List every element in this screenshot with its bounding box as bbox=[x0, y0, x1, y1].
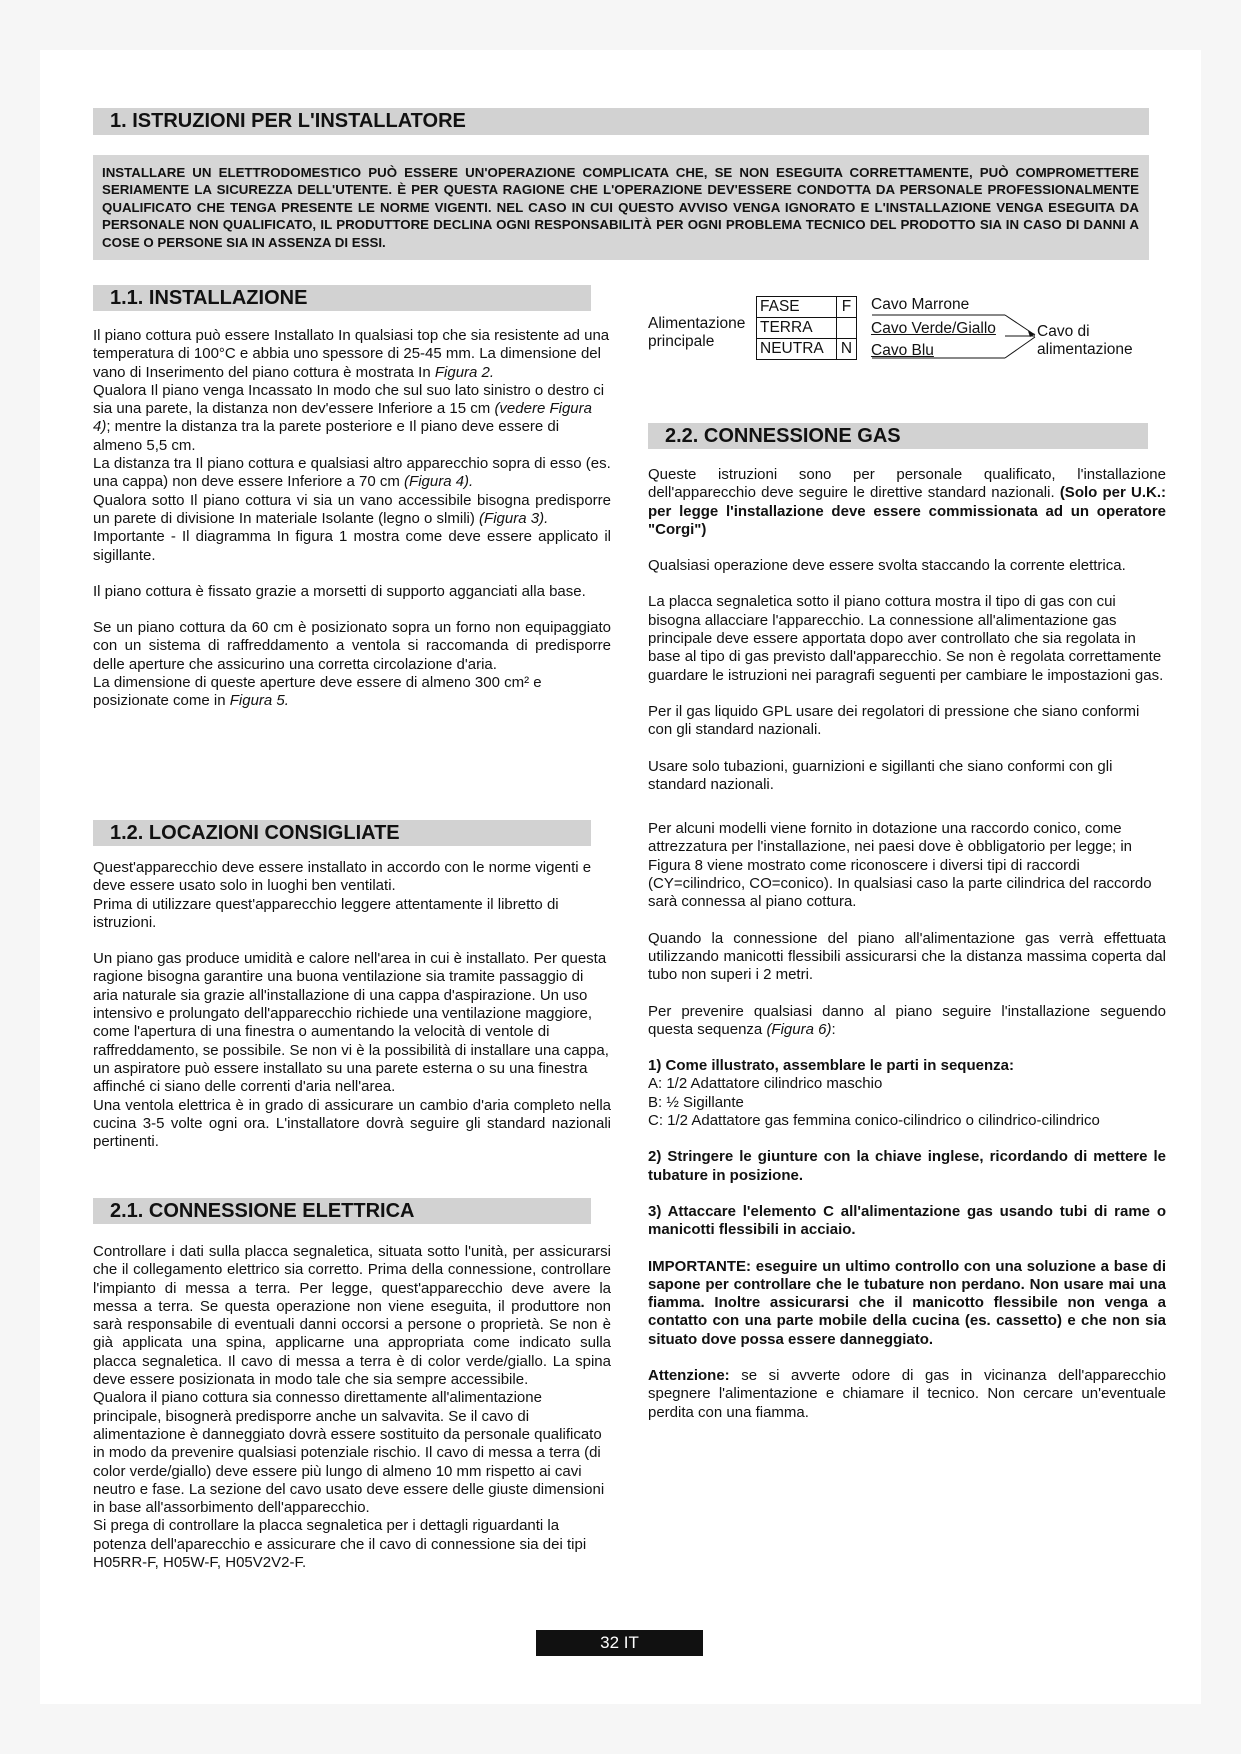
text: : bbox=[831, 1020, 836, 1038]
page-number: 32 IT bbox=[536, 1630, 703, 1656]
locazioni-section bbox=[93, 859, 611, 1151]
heading-gas: 2.2. CONNESSIONE GAS bbox=[648, 423, 1148, 449]
cable-green-label: Cavo Verde/Giallo bbox=[871, 320, 996, 337]
figure-ref: (Figura 6) bbox=[766, 1020, 832, 1038]
wiring-arrows bbox=[860, 304, 1040, 366]
text: Qualora Il piano venga Incassato In modo che sul suo lato sinistro o destro ci sia una parete, la distanza non dev'essere Inferiore a 15 cm bbox=[93, 381, 605, 418]
wire-code: N bbox=[837, 339, 857, 360]
text: Cavo di bbox=[1037, 323, 1090, 340]
text: Quando la connessione del piano all'alimentazione gas verrà effettuata utilizzando manicotti flessibili assicurarsi che la distanza massima coperta dal tubo non superi i 2 metri. bbox=[648, 929, 1166, 984]
text-bold: Attenzione: bbox=[648, 1366, 730, 1384]
text: La placca segnaletica sotto il piano cottura mostra il tipo di gas con cui bisogna allacciare l'apparecchio. La connessione all'alimentazione gas principale deve essere apportata dopo aver controllato che sia regolata in base al tipo di gas previsto dall'apparecchio. Se non è regolata correttamente guardare le istruzioni nei paragrafi seguenti per cambiare le impostazioni gas. bbox=[648, 593, 1164, 684]
figure-ref: (Figura 4). bbox=[404, 473, 474, 491]
table-row bbox=[757, 339, 857, 360]
text: A: 1/2 Adattatore cilindrico maschio bbox=[648, 1075, 883, 1093]
wiring-table bbox=[756, 296, 857, 360]
table-row bbox=[757, 297, 857, 318]
text-bold: IMPORTANTE: eseguire un ultimo controllo con una soluzione a base di sapone per controllare che le tubature non perdano. Non usare mai una fiamma. Inoltre assicurarsi che il manicotto flessibile non venga a contatto con una parte mobile della cucina (es. cassetto) e che non sia situato dove possa essere danneggiato. bbox=[648, 1257, 1166, 1348]
text: Alimentazione bbox=[648, 315, 746, 332]
text: C: 1/2 Adattatore gas femmina conico-cilindrico o cilindrico-cilindrico bbox=[648, 1112, 1100, 1130]
text: Per prevenire qualsiasi danno al piano seguire l'installazione seguendo questa sequenza bbox=[648, 1002, 1166, 1038]
heading-installazione: 1.1. INSTALLAZIONE bbox=[93, 285, 591, 311]
text: Per alcuni modelli viene fornito in dotazione una raccordo conico, come attrezzatura per l'installazione, nei paesi dove è obbligatorio per legge; in Figura 8 viene mostrato come riconoscere i diversi tipi di raccordi (CY=cilindrico, CO=conico). In qualsiasi caso la parte cilindrica del raccordo sarà connessa al piano cottura. bbox=[648, 820, 1152, 911]
installazione-section bbox=[93, 327, 611, 711]
text-bold: (Solo per U.K.: per legge l'installazione deve essere commissionata ad un operatore "Corgi") bbox=[648, 484, 1166, 538]
text: Queste istruzioni sono per personale qualificato, l'installazione dell'apparecchio deve seguire le direttive standard nazionali. bbox=[648, 466, 1166, 502]
warning-box: INSTALLARE UN ELETTRODOMESTICO PUÒ ESSERE UN'OPERAZIONE COMPLICATA CHE, SE NON ESEGUITA CORRETTAMENTE, PUÒ COMPROMETTERE SERIAMENTE LA SICUREZZA DELL'UTENTE. È PER QUESTA RAGIONE CHE L'OPERAZIONE DEV'ESSERE CONDOTTA DA PERSONALE PROFESSIONALMENTE QUALIFICATO CHE TENGA PRESENTE LE NORME VIGENTI. NEL CASO IN CUI QUESTO AVVISO VENGA IGNORATO E L'INSTALLAZIONE VENGA ESEGUITA DA PERSONALE NON QUALIFICATO, IL PRODUTTORE DECLINA OGNI RESPONSABILITÀ PER OGNI PROBLEMA TECNICO DEL PRODOTTO SIA IN CASO DI DANNI A COSE O PERSONE SIA IN ASSENZA DI ESSI. bbox=[93, 155, 1149, 260]
text-bold: 2) Stringere le giunture con la chiave inglese, ricordando di mettere le tubature in posizione. bbox=[648, 1148, 1166, 1184]
text: Controllare i dati sulla placca segnaletica, situata sotto l'unità, per assicurarsi che il collegamento elettrico sia corretto. Prima della connessione, controllare l'impianto di messa a terra. Per legge, quest'apparecchio deve avere la messa a terra. Se questa operazione non viene eseguita, il produttore non sarà responsabile di eventuali danni occorsi a persone o proprietà. Se non è già applicata una spina, applicarne una appropriata come indicato sulla placca segnaletica. Il cavo di messa a terra è di color verde/giallo. La spina deve essere posizionata in modo tale che sia sempre accessibile. bbox=[93, 1243, 611, 1389]
wire-name: FASE bbox=[757, 297, 837, 318]
text: Prima di utilizzare quest'apparecchio leggere attentamente il libretto di istruzioni. bbox=[93, 895, 559, 931]
cable-blue-label: Cavo Blu bbox=[871, 342, 934, 359]
elettrica-section bbox=[93, 1243, 611, 1572]
supply-cable-label bbox=[1037, 323, 1133, 359]
figure-ref: Figura 2. bbox=[434, 363, 495, 381]
text: ; mentre la distanza tra la parete posteriore e Il piano deve essere di almeno 5,5 cm. bbox=[93, 418, 560, 454]
text: se si avverte odore di gas in vicinanza dell'apparecchio spegnere l'alimentazione e chiamare il tecnico. Non cercare un'eventuale perdita con una fiamma. bbox=[648, 1366, 1167, 1421]
figure-ref: (vedere Figura 4) bbox=[93, 400, 592, 436]
text: Qualsiasi operazione deve essere svolta staccando la corrente elettrica. bbox=[648, 557, 1126, 575]
wire-name: NEUTRA bbox=[757, 339, 837, 360]
table-row bbox=[757, 318, 857, 339]
gas-section bbox=[648, 466, 1166, 1422]
heading-elettrica: 2.1. CONNESSIONE ELETTRICA bbox=[93, 1198, 591, 1224]
text: Il piano cottura può essere Installato In qualsiasi top che sia resistente ad una temperatura di 100°C e abbia uno spessore di 25-45 mm. La dimensione del vano di Inserimento del piano cottura è mostrata In bbox=[93, 327, 610, 381]
text-bold: 1) Come illustrato, assemblare le parti in sequenza: bbox=[648, 1057, 1014, 1075]
text: Si prega di controllare la placca segnaletica per i dettagli riguardanti la potenza dell'aparecchio e assicurare che il cavo di connessione sia dei tipi H05RR-F, H05W-F, H05V2V2-F. bbox=[93, 1517, 587, 1572]
text: Un piano gas produce umidità e calore nell'area in cui è installato. Per questa ragione bisogna garantire una buona ventilazione sia tramite passaggio di aria naturale sia grazie all'installazione di una cappa d'aspirazione. Un uso intensivo e prolungato dell'apparecchio richiede una ventilazione maggiore, come l'apertura di una finestra o aumentando la velocità di ventole di raffreddamento, se possibile. Se non vi è la possibilità di installare una cappa, un aspiratore può essere installato su una parete esterna o su una finestra affinché ci siano delle correnti d'aria nell'area. bbox=[93, 950, 609, 1096]
supply-label bbox=[648, 315, 745, 351]
text: Il piano cottura è fissato grazie a morsetti di supporto agganciati alla base. bbox=[93, 582, 586, 600]
text: principale bbox=[648, 333, 715, 350]
wire-code bbox=[837, 318, 857, 339]
text: Per il gas liquido GPL usare dei regolatori di pressione che siano conformi con gli standard nazionali. bbox=[648, 702, 1140, 739]
main-heading: 1. ISTRUZIONI PER L'INSTALLATORE bbox=[93, 108, 1149, 135]
text: La distanza tra Il piano cottura e qualsiasi altro apparecchio sopra di esso (es. una cappa) non deve essere Inferiore a 70 cm bbox=[93, 455, 611, 491]
text: Importante - Il diagramma In figura 1 mostra come deve essere applicato il sigillante. bbox=[93, 528, 611, 564]
text: Usare solo tubazioni, guarnizioni e sigillanti che siano conformi con gli standard nazionali. bbox=[648, 757, 1113, 793]
text: Qualora il piano cottura sia connesso direttamente all'alimentazione principale, bisognerà predisporre anche un salvavita. Se il cavo di alimentazione è danneggiato dovrà essere sostituito da personale qualificato in modo da prevenire qualsiasi potenziale rischio. Il cavo di messa a terra (di color verde/giallo) deve essere più lungo di almeno 10 mm rispetto ai cavi neutro e fase. La sezione del cavo usato deve essere delle giuste dimensioni in base all'assorbimento dell'apparecchio. bbox=[93, 1389, 605, 1517]
heading-locazioni: 1.2. LOCAZIONI CONSIGLIATE bbox=[93, 820, 591, 846]
text: alimentazione bbox=[1037, 341, 1133, 358]
text: B: ½ Sigillante bbox=[648, 1093, 744, 1111]
text-bold: 3) Attaccare l'elemento C all'alimentazione gas usando tubi di rame o manicotti flessibili in acciaio. bbox=[648, 1202, 1166, 1239]
text: La dimensione di queste aperture deve essere di almeno 300 cm² e posizionate come in bbox=[93, 674, 542, 710]
text: Quest'apparecchio deve essere installato in accordo con le norme vigenti e deve essere usato solo in luoghi ben ventilati. bbox=[93, 859, 592, 895]
figure-ref: Figura 5. bbox=[229, 692, 289, 710]
wire-name: TERRA bbox=[757, 318, 837, 339]
cable-brown-label: Cavo Marrone bbox=[871, 296, 970, 313]
wire-code: F bbox=[837, 297, 857, 318]
text: Se un piano cottura da 60 cm è posizionato sopra un forno non equipaggiato con un sistema di raffreddamento a ventola si raccomanda di predisporre delle aperture che assicurino una corretta circolazione d'aria. bbox=[93, 619, 611, 673]
text: Qualora sotto Il piano cottura vi sia un vano accessibile bisogna predisporre un parete di divisione In materiale Isolante (legno o slmili) bbox=[93, 491, 611, 527]
figure-ref: (Figura 3). bbox=[479, 509, 549, 527]
text: Una ventola elettrica è in grado di assicurare un cambio d'aria completo nella cucina 3-5 volte ogni ora. L'installatore dovrà seguire gli standard nazionali pertinenti. bbox=[93, 1096, 611, 1151]
